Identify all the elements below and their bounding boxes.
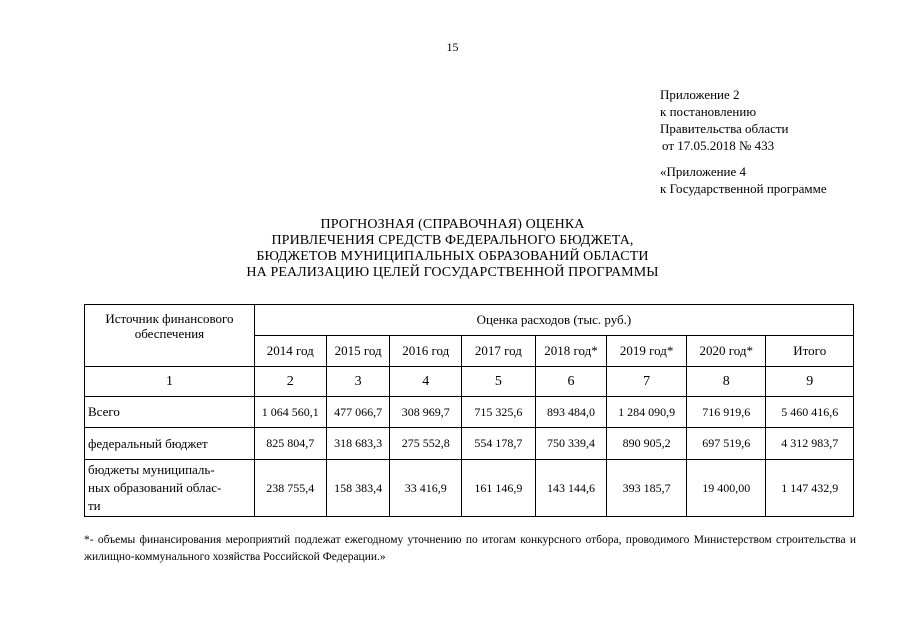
table-cell: 477 066,7	[326, 397, 390, 428]
page-number: 15	[446, 40, 459, 54]
row-label-line: бюджеты муниципаль-	[88, 462, 215, 477]
annex-reference	[660, 86, 789, 154]
column-index: 9	[766, 367, 854, 397]
annex-line: Правительства области	[660, 121, 789, 136]
estimate-column-header: Оценка расходов (тыс. руб.)	[254, 305, 853, 336]
year-header: 2020 год*	[686, 336, 766, 367]
table-cell: 19 400,00	[686, 460, 766, 517]
column-index: 7	[607, 367, 687, 397]
table-row	[85, 460, 854, 517]
table-row	[85, 397, 854, 428]
source-header-line: Источник финансового	[105, 311, 234, 326]
document-title	[0, 217, 905, 281]
table-cell: 238 755,4	[254, 460, 326, 517]
table-cell: 143 144,6	[535, 460, 607, 517]
program-annex-line: к Государственной программе	[660, 181, 827, 196]
table-cell: 554 178,7	[462, 428, 536, 460]
year-header: 2017 год	[462, 336, 536, 367]
year-header: 2019 год*	[607, 336, 687, 367]
column-index: 6	[535, 367, 607, 397]
table-cell: 393 185,7	[607, 460, 687, 517]
column-index: 8	[686, 367, 766, 397]
row-label-line: ти	[88, 498, 101, 513]
year-header: 2014 год	[254, 336, 326, 367]
column-index: 1	[85, 367, 255, 397]
table-cell: 890 905,2	[607, 428, 687, 460]
table-cell: 1 064 560,1	[254, 397, 326, 428]
header-row	[85, 305, 854, 336]
column-index: 4	[390, 367, 462, 397]
year-header: 2015 год	[326, 336, 390, 367]
table-cell: 893 484,0	[535, 397, 607, 428]
table-cell: 5 460 416,6	[766, 397, 854, 428]
table-cell: 33 416,9	[390, 460, 462, 517]
title-line: ПРИВЛЕЧЕНИЯ СРЕДСТВ ФЕДЕРАЛЬНОГО БЮДЖЕТА,	[271, 233, 634, 248]
program-annex-reference	[660, 163, 827, 197]
title-line: ПРОГНОЗНАЯ (СПРАВОЧНАЯ) ОЦЕНКА	[320, 217, 585, 232]
table-cell: 1 147 432,9	[766, 460, 854, 517]
source-column-header	[85, 305, 255, 367]
program-annex-line: «Приложение 4	[660, 164, 747, 179]
total-header: Итого	[766, 336, 854, 367]
table-cell: 1 284 090,9	[607, 397, 687, 428]
column-index: 5	[462, 367, 536, 397]
row-label	[85, 460, 255, 517]
footnote: *- объемы финансирования мероприятий подлежат ежегодному уточнению по итогам конкурсного отбора, проводимого Министерством строительства и жилищно-коммунального хозяйства Российской Федерации.»	[84, 534, 856, 563]
row-label-line: ных образований облас-	[88, 480, 222, 495]
column-index-row	[85, 367, 854, 397]
table-cell: 825 804,7	[254, 428, 326, 460]
estimates-table	[84, 304, 854, 517]
table-cell: 318 683,3	[326, 428, 390, 460]
annex-line: Приложение 2	[660, 87, 740, 102]
annex-line: к постановлению	[660, 104, 757, 119]
table-cell: 308 969,7	[390, 397, 462, 428]
source-header-line: обеспечения	[134, 326, 205, 341]
year-header: 2018 год*	[535, 336, 607, 367]
row-label: Всего	[85, 397, 255, 428]
table-cell: 715 325,6	[462, 397, 536, 428]
table-cell: 750 339,4	[535, 428, 607, 460]
table-cell: 4 312 983,7	[766, 428, 854, 460]
column-index: 2	[254, 367, 326, 397]
title-line: БЮДЖЕТОВ МУНИЦИПАЛЬНЫХ ОБРАЗОВАНИЙ ОБЛАСТИ	[256, 249, 649, 264]
annex-line: от 17.05.2018 № 433	[662, 138, 775, 153]
year-header: 2016 год	[390, 336, 462, 367]
table-cell: 161 146,9	[462, 460, 536, 517]
row-label: федеральный бюджет	[85, 428, 255, 460]
table-cell: 697 519,6	[686, 428, 766, 460]
table-cell: 716 919,6	[686, 397, 766, 428]
table-cell: 158 383,4	[326, 460, 390, 517]
table-row	[85, 428, 854, 460]
title-line: НА РЕАЛИЗАЦИЮ ЦЕЛЕЙ ГОСУДАРСТВЕННОЙ ПРОГРАММЫ	[246, 265, 659, 280]
table-cell: 275 552,8	[390, 428, 462, 460]
column-index: 3	[326, 367, 390, 397]
